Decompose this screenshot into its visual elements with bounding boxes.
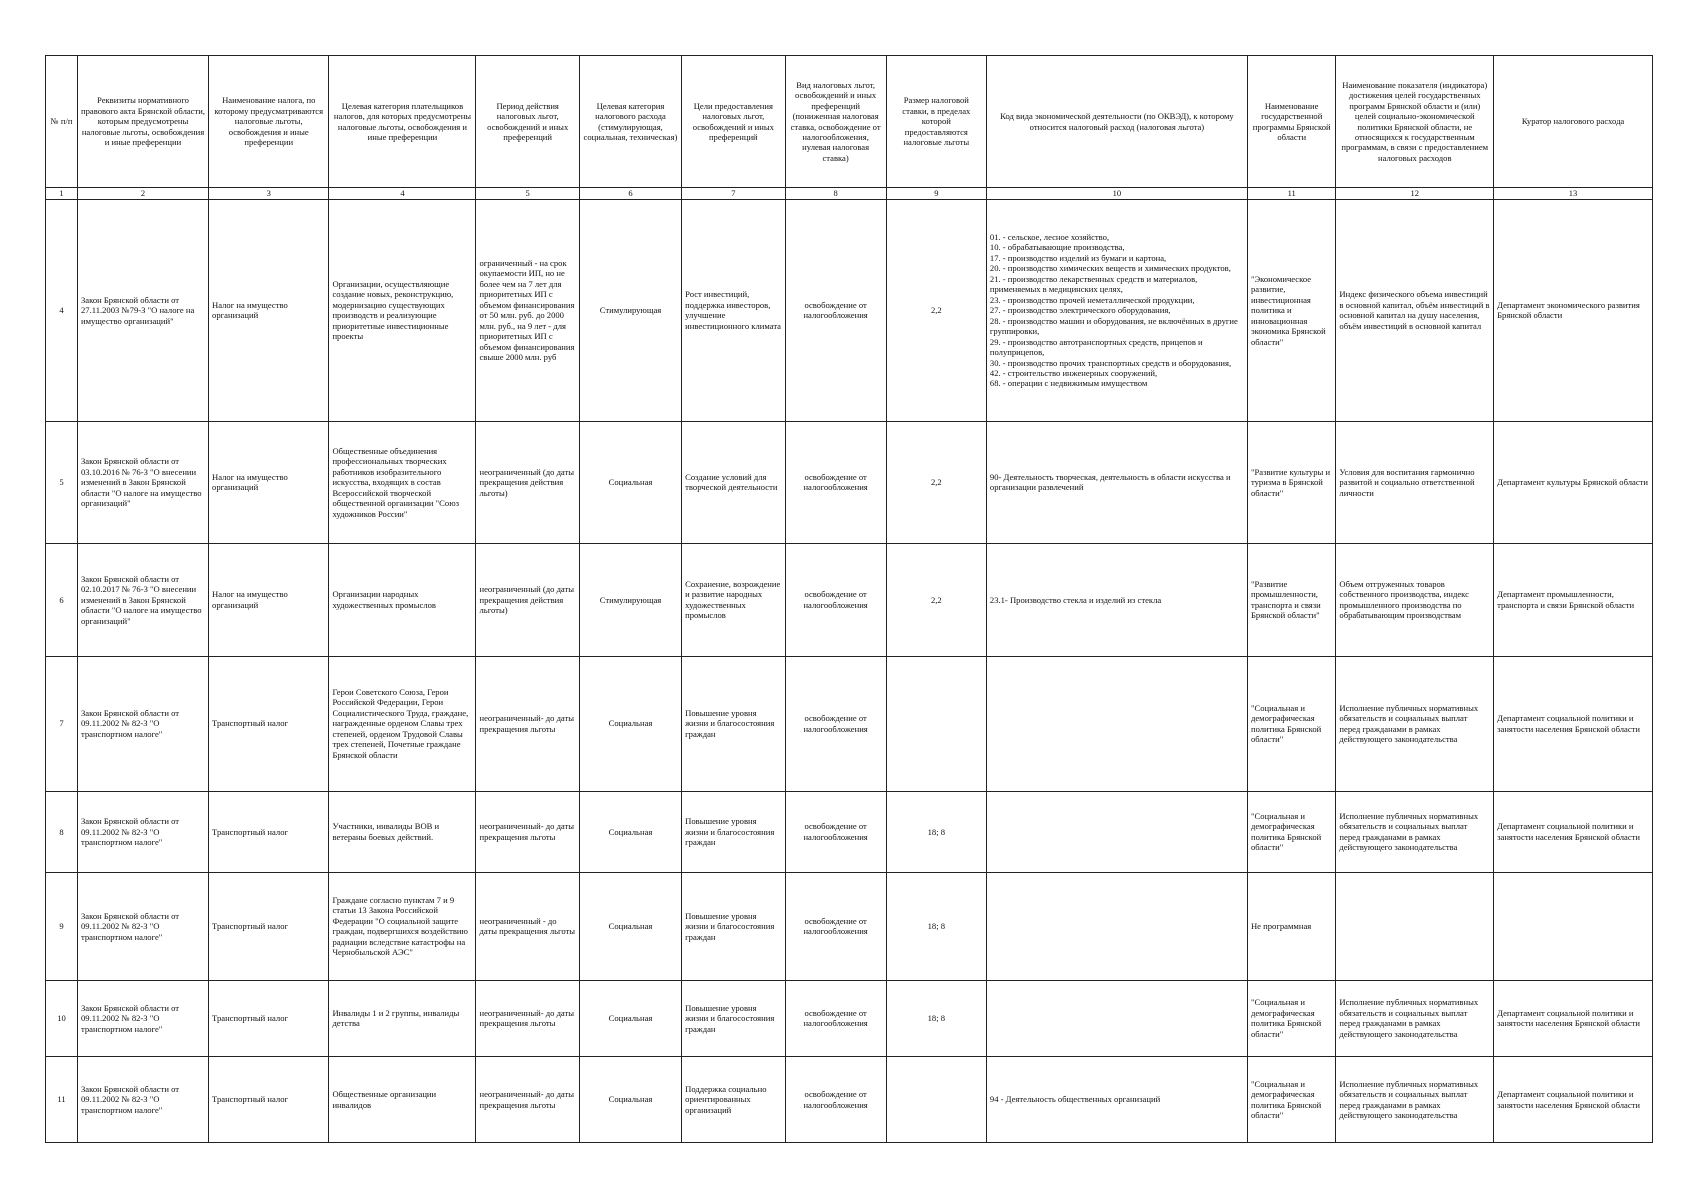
- header-okved: Код вида экономической деятельности (по ОКВЭД), к которому относится налоговый расход (налоговая льгота): [986, 56, 1247, 188]
- legal-act: Закон Брянской области от 03.10.2016 № 76-З "О внесении изменений в Закон Брянской области "О налоге на имущество организаций": [77, 421, 208, 544]
- header-num: № п/п: [46, 56, 78, 188]
- target-category: Общественные объединения профессиональных творческих работников изобразительного искусства, входящих в состав Всероссийской творческой общественной организации "Союз художников России": [329, 421, 476, 544]
- column-number: 6: [579, 188, 681, 200]
- okved-code: [986, 656, 1247, 791]
- header-act: Реквизиты нормативного правового акта Брянской области, которым предусмотрены налоговые льготы, освобождения и иные преференции: [77, 56, 208, 188]
- okved-code: [986, 791, 1247, 873]
- validity-period: неограниченный- до даты прекращения льготы: [476, 656, 579, 791]
- state-program: "Социальная и демографическая политика Брянской области": [1247, 791, 1335, 873]
- table-row: [46, 421, 1653, 544]
- benefit-kind: освобождение от налогообложения: [785, 980, 886, 1057]
- table-row: [46, 980, 1653, 1057]
- goal: Повышение уровня жизни и благосостояния граждан: [682, 873, 785, 980]
- tax-name: Транспортный налог: [209, 873, 329, 980]
- indicator: Индекс физического объема инвестиций в основной капитал, объём инвестиций в основной капитал на душу населения, объём инвестиций в основной капитал: [1336, 200, 1494, 422]
- curator: Департамент культуры Брянской области: [1494, 421, 1653, 544]
- row-number: 7: [46, 656, 78, 791]
- validity-period: неограниченный- до даты прекращения льготы: [476, 791, 579, 873]
- tax-rate: 18; 8: [886, 980, 986, 1057]
- target-category: Инвалиды 1 и 2 группы, инвалиды детства: [329, 980, 476, 1057]
- tax-name: Транспортный налог: [209, 980, 329, 1057]
- table-row: [46, 200, 1653, 422]
- expense-type: Социальная: [579, 421, 681, 544]
- tax-rate: 18; 8: [886, 791, 986, 873]
- state-program: "Социальная и демографическая политика Брянской области": [1247, 656, 1335, 791]
- legal-act: Закон Брянской области от 09.11.2002 № 82-З "О транспортном налоге": [77, 873, 208, 980]
- indicator: Исполнение публичных нормативных обязательств и социальных выплат перед гражданами в рамках действующего законодательства: [1336, 791, 1494, 873]
- okved-code: 23.1- Производство стекла и изделий из стекла: [986, 544, 1247, 656]
- benefit-kind: освобождение от налогообложения: [785, 421, 886, 544]
- state-program: "Экономическое развитие, инвестиционная политика и инновационная экономика Брянской области": [1247, 200, 1335, 422]
- validity-period: неограниченный (до даты прекращения действия льготы): [476, 544, 579, 656]
- okved-code: 01. - сельское, лесное хозяйство, 10. - обрабатывающие производства, 17. - производство изделий из бумаги и картона, 20. - производство химических веществ и химических продуктов, 21. - производство лекарственных средств и материалов, применяемых в медицинских целях, 23. - производство прочей неметаллической продукции, 27. - производство электрического оборудования, 28. - производство машин и оборудования, не включённых в другие группировки, 29. - производство автотранспортных средств, прицепов и полуприцепов, 30. - производство прочих транспортных средств и оборудования, 42. - строительство инженерных сооружений, 68. - операции с недвижимым имуществом: [986, 200, 1247, 422]
- indicator: Исполнение публичных нормативных обязательств и социальных выплат перед гражданами в рамках действующего законодательства: [1336, 1057, 1494, 1143]
- table-row: [46, 656, 1653, 791]
- target-category: Герои Советского Союза, Герои Российской Федерации, Герои Социалистического Труда, граждане, награжденные орденом Славы трех степеней, орденом Трудовой Славы трех степеней, Почетные граждане Брянской области: [329, 656, 476, 791]
- curator: Департамент социальной политики и занятости населения Брянской области: [1494, 980, 1653, 1057]
- validity-period: ограниченный - на срок окупаемости ИП, но не более чем на 7 лет для приоритетных ИП с объемом финансирования от 50 млн. руб. до 2000 млн. руб., на 9 лет - для приоритетных ИП с объемом финансирования свыше 2000 млн. руб: [476, 200, 579, 422]
- expense-type: Социальная: [579, 791, 681, 873]
- curator: Департамент социальной политики и занятости населения Брянской области: [1494, 791, 1653, 873]
- benefit-kind: освобождение от налогообложения: [785, 656, 886, 791]
- state-program: "Развитие культуры и туризма в Брянской области": [1247, 421, 1335, 544]
- goal: Рост инвестиций, поддержка инвесторов, улучшение инвестиционного климата: [682, 200, 785, 422]
- expense-type: Социальная: [579, 1057, 681, 1143]
- tax-name: Транспортный налог: [209, 1057, 329, 1143]
- row-number: 10: [46, 980, 78, 1057]
- tax-rate: 2,2: [886, 421, 986, 544]
- legal-act: Закон Брянской области от 09.11.2002 № 82-З "О транспортном налоге": [77, 791, 208, 873]
- header-program: Наименование государственной программы Брянской области: [1247, 56, 1335, 188]
- curator: Департамент промышленности, транспорта и связи Брянской области: [1494, 544, 1653, 656]
- state-program: Не программная: [1247, 873, 1335, 980]
- tax-rate: 18; 8: [886, 873, 986, 980]
- tax-name: Налог на имущество организаций: [209, 544, 329, 656]
- legal-act: Закон Брянской области от 09.11.2002 № 82-З "О транспортном налоге": [77, 1057, 208, 1143]
- tax-expenditure-table: [45, 55, 1653, 1143]
- row-number: 4: [46, 200, 78, 422]
- tax-name: Транспортный налог: [209, 656, 329, 791]
- target-category: Организации народных художественных промыслов: [329, 544, 476, 656]
- column-number: 9: [886, 188, 986, 200]
- okved-code: [986, 873, 1247, 980]
- tax-rate: 2,2: [886, 544, 986, 656]
- goal: Повышение уровня жизни и благосостояния граждан: [682, 791, 785, 873]
- benefit-kind: освобождение от налогообложения: [785, 791, 886, 873]
- header-tax: Наименование налога, по которому предусматриваются налоговые льготы, освобождения и иные преференции: [209, 56, 329, 188]
- tax-rate: 2,2: [886, 200, 986, 422]
- okved-code: 94 - Деятельность общественных организаций: [986, 1057, 1247, 1143]
- column-number: 1: [46, 188, 78, 200]
- validity-period: неограниченный (до даты прекращения действия льготы): [476, 421, 579, 544]
- indicator: Исполнение публичных нормативных обязательств и социальных выплат перед гражданами в рамках действующего законодательства: [1336, 656, 1494, 791]
- header-goal: Цели предоставления налоговых льгот, освобождений и иных преференций: [682, 56, 785, 188]
- header-indicator: Наименование показателя (индикатора) достижения целей государственных программ Брянской области и (или) целей социально-экономической политики Брянской области, не относящихся к государственным программам, в связи с предоставлением налоговых расходов: [1336, 56, 1494, 188]
- curator: Департамент социальной политики и занятости населения Брянской области: [1494, 656, 1653, 791]
- header-curator: Куратор налогового расхода: [1494, 56, 1653, 188]
- column-number: 12: [1336, 188, 1494, 200]
- state-program: "Социальная и демографическая политика Брянской области": [1247, 980, 1335, 1057]
- row-number: 9: [46, 873, 78, 980]
- table-row: [46, 791, 1653, 873]
- goal: Повышение уровня жизни и благосостояния граждан: [682, 980, 785, 1057]
- legal-act: Закон Брянской области от 02.10.2017 № 76-З "О внесении изменений в Закон Брянской области "О налоге на имущество организаций": [77, 544, 208, 656]
- table-row: [46, 1057, 1653, 1143]
- goal: Поддержка социально ориентированных организаций: [682, 1057, 785, 1143]
- table-row: [46, 544, 1653, 656]
- curator: Департамент социальной политики и занятости населения Брянской области: [1494, 1057, 1653, 1143]
- expense-type: Социальная: [579, 873, 681, 980]
- header-rate: Размер налоговой ставки, в пределах которой предоставляются налоговые льготы: [886, 56, 986, 188]
- target-category: Общественные организации инвалидов: [329, 1057, 476, 1143]
- column-number: 8: [785, 188, 886, 200]
- validity-period: неограниченный- до даты прекращения льготы: [476, 1057, 579, 1143]
- okved-code: 90- Деятельность творческая, деятельность в области искусства и организации развлечений: [986, 421, 1247, 544]
- tax-name: Налог на имущество организаций: [209, 200, 329, 422]
- header-category: Целевая категория плательщиков налогов, для которых предусмотрены налоговые льготы, освобождения и иные преференции: [329, 56, 476, 188]
- header-kind: Вид налоговых льгот, освобождений и иных преференций (пониженная налоговая ставка, освобождение от налогообложения, нулевая налоговая ставка): [785, 56, 886, 188]
- indicator: Условия для воспитания гармонично развитой и социально ответственной личности: [1336, 421, 1494, 544]
- column-number: 11: [1247, 188, 1335, 200]
- row-number: 8: [46, 791, 78, 873]
- legal-act: Закон Брянской области от 09.11.2002 № 82-З "О транспортном налоге": [77, 980, 208, 1057]
- column-number: 3: [209, 188, 329, 200]
- column-number: 4: [329, 188, 476, 200]
- column-number: 10: [986, 188, 1247, 200]
- benefit-kind: освобождение от налогообложения: [785, 1057, 886, 1143]
- validity-period: неограниченный - до даты прекращения льготы: [476, 873, 579, 980]
- validity-period: неограниченный- до даты прекращения льготы: [476, 980, 579, 1057]
- target-category: Участники, инвалиды ВОВ и ветераны боевых действий.: [329, 791, 476, 873]
- legal-act: Закон Брянской области от 09.11.2002 № 82-З "О транспортном налоге": [77, 656, 208, 791]
- column-number: 13: [1494, 188, 1653, 200]
- column-number-row: [46, 188, 1653, 200]
- column-number: 5: [476, 188, 579, 200]
- tax-rate: [886, 1057, 986, 1143]
- column-number: 7: [682, 188, 785, 200]
- legal-act: Закон Брянской области от 27.11.2003 №79-З "О налоге на имущество организаций": [77, 200, 208, 422]
- expense-type: Социальная: [579, 980, 681, 1057]
- expense-type: Социальная: [579, 656, 681, 791]
- benefit-kind: освобождение от налогообложения: [785, 200, 886, 422]
- indicator: Исполнение публичных нормативных обязательств и социальных выплат перед гражданами в рамках действующего законодательства: [1336, 980, 1494, 1057]
- tax-name: Налог на имущество организаций: [209, 421, 329, 544]
- benefit-kind: освобождение от налогообложения: [785, 544, 886, 656]
- expense-type: Стимулирующая: [579, 200, 681, 422]
- indicator: [1336, 873, 1494, 980]
- table-row: [46, 873, 1653, 980]
- state-program: "Развитие промышленности, транспорта и связи Брянской области": [1247, 544, 1335, 656]
- target-category: Граждане согласно пунктам 7 и 9 статьи 13 Закона Российской Федерации "О социальной защите граждан, подвергшихся воздействию радиации вследствие катастрофы на Чернобыльской АЭС": [329, 873, 476, 980]
- goal: Создание условий для творческой деятельности: [682, 421, 785, 544]
- tax-rate: [886, 656, 986, 791]
- indicator: Объем отгруженных товаров собственного производства, индекс промышленного производства по обрабатывающим производствам: [1336, 544, 1494, 656]
- header-period: Период действия налоговых льгот, освобождений и иных преференций: [476, 56, 579, 188]
- tax-name: Транспортный налог: [209, 791, 329, 873]
- okved-code: [986, 980, 1247, 1057]
- benefit-kind: освобождение от налогообложения: [785, 873, 886, 980]
- row-number: 6: [46, 544, 78, 656]
- target-category: Организации, осуществляющие создание новых, реконструкцию, модернизацию существующих производств и реализующие приоритетные инвестиционные проекты: [329, 200, 476, 422]
- expense-type: Стимулирующая: [579, 544, 681, 656]
- row-number: 5: [46, 421, 78, 544]
- goal: Сохранение, возрождение и развитие народных художественных промыслов: [682, 544, 785, 656]
- curator: [1494, 873, 1653, 980]
- header-type: Целевая категория налогового расхода (стимулирующая, социальная, техническая): [579, 56, 681, 188]
- row-number: 11: [46, 1057, 78, 1143]
- state-program: "Социальная и демографическая политика Брянской области": [1247, 1057, 1335, 1143]
- goal: Повышение уровня жизни и благосостояния граждан: [682, 656, 785, 791]
- header-row: [46, 56, 1653, 188]
- curator: Департамент экономического развития Брянской области: [1494, 200, 1653, 422]
- column-number: 2: [77, 188, 208, 200]
